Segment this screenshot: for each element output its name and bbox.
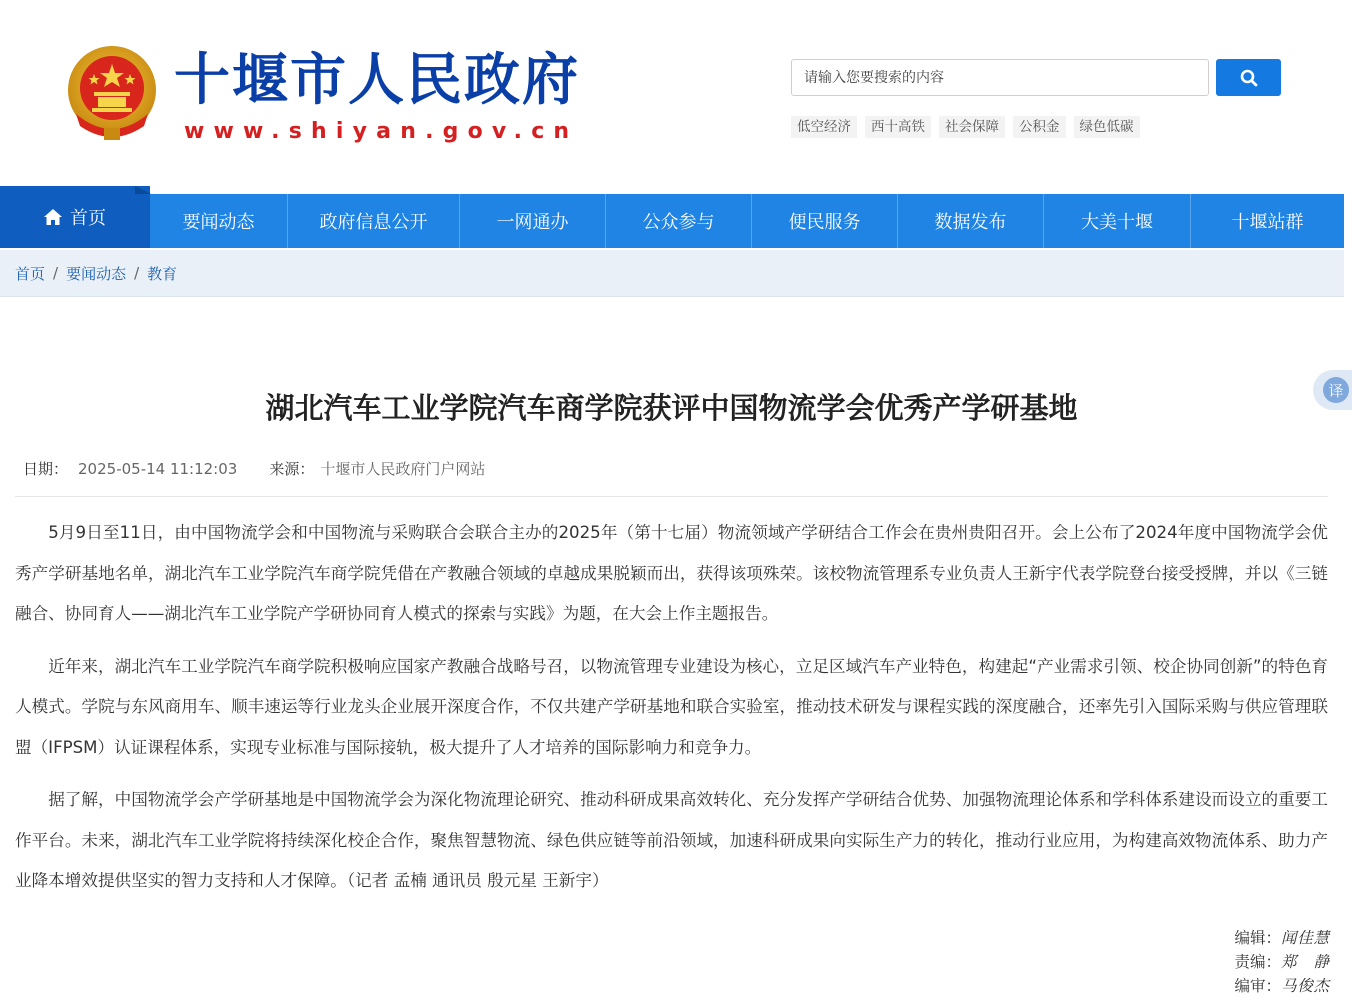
- nav-item-news[interactable]: 要闻动态: [182, 212, 255, 233]
- editor-name: 马俊杰: [1281, 977, 1329, 995]
- hot-word[interactable]: 低空经济: [791, 116, 857, 138]
- divider: [15, 496, 1328, 497]
- breadcrumb-separator: /: [134, 264, 140, 282]
- nav-item-beautiful-shiyan[interactable]: 大美十堰: [1043, 194, 1190, 248]
- article-paragraph: 5月9日至11日，由中国物流学会和中国物流与采购联合会联合主办的2025年（第十七届）物流领域产学研结合工作会在贵州贵阳召开。会上公布了2024年度中国物流学会优秀产学研基地名单，湖北汽车工业学院汽车商学院凭借在产教融合领域的卓越成果脱颖而出，获得该项殊荣。该校物流管理系专业负责人王新宇代表学院登台接受授牌，并以《三链融合、协同育人——湖北汽车工业学院产学研协同育人模式的探索与实践》为题，在大会上作主题报告。: [15, 523, 1328, 623]
- breadcrumb-news[interactable]: 要闻动态: [66, 264, 127, 283]
- nav-item-info-disclosure[interactable]: 政府信息公开: [287, 194, 459, 248]
- nav-item-site-group[interactable]: 十堰站群: [1190, 194, 1344, 248]
- nav-item-data-release[interactable]: 数据发布: [897, 194, 1043, 248]
- breadcrumb-separator: /: [53, 264, 59, 282]
- article-meta: [23, 458, 485, 480]
- nav-bar: [0, 194, 1344, 248]
- search-input[interactable]: [791, 59, 1209, 96]
- editor-name: 闻佳慧: [1281, 929, 1329, 947]
- site-header: [0, 0, 1352, 186]
- article-paragraph: 据了解，中国物流学会产学研基地是中国物流学会为深化物流理论研究、推动科研成果高效转化、充分发挥产学研结合优势、加强物流理论体系和学科体系建设而设立的重要工作平台。未来，湖北汽车工业学院将持续深化校企合作，聚焦智慧物流、绿色供应链等前沿领域，加速科研成果向实际生产力的转化，推动行业应用，为构建高效物流体系、助力产业降本增效提供坚实的智力支持和人才保障。（记者 孟楠 通讯员 殷元星 王新宇）: [15, 790, 1328, 890]
- site-title[interactable]: 十堰市人民政府: [174, 47, 580, 113]
- article-content: [15, 513, 1328, 914]
- nav-item-public-participation[interactable]: 公众参与: [605, 194, 751, 248]
- hot-word[interactable]: 绿色低碳: [1074, 116, 1140, 138]
- editor-label: 责编：: [1234, 953, 1281, 971]
- editor-row: [1129, 950, 1329, 974]
- site-url[interactable]: www.shiyan.gov.cn: [184, 119, 579, 144]
- editor-name: 郑静: [1281, 953, 1329, 971]
- nav-item-convenience[interactable]: 便民服务: [751, 194, 897, 248]
- editor-credits: [1129, 926, 1329, 998]
- editor-label: 编辑：: [1234, 929, 1281, 947]
- article-source: 十堰市人民政府门户网站: [320, 460, 486, 478]
- editor-label: 编审：: [1234, 977, 1281, 995]
- search-icon: [1240, 69, 1258, 87]
- home-icon: [44, 209, 62, 225]
- article-paragraph: 近年来，湖北汽车工业学院汽车商学院积极响应国家产教融合战略号召，以物流管理专业建设为核心，立足区域汽车产业特色，构建起“产业需求引领、校企协同创新”的特色育人模式。学院与东风商用车、顺丰速运等行业龙头企业展开深度合作，不仅共建产学研基地和联合实验室，推动技术研发与课程实践的深度融合，还率先引入国际采购与供应管理联盟（IFPSM）认证课程体系，实现专业标准与国际接轨，极大提升了人才培养的国际影响力和竞争力。: [15, 656, 1328, 757]
- translate-icon: 译: [1323, 377, 1349, 403]
- search-button[interactable]: [1216, 59, 1281, 96]
- hot-word[interactable]: 西十高铁: [865, 116, 931, 138]
- nav-item-home[interactable]: [0, 186, 150, 248]
- national-emblem-icon[interactable]: [66, 44, 158, 144]
- breadcrumb-education[interactable]: 教育: [147, 264, 178, 283]
- hot-word[interactable]: 公积金: [1013, 116, 1066, 138]
- breadcrumb-home[interactable]: 首页: [15, 264, 46, 283]
- source-label: 来源：: [269, 460, 315, 478]
- main-nav: [0, 186, 1344, 248]
- date-label: 日期：: [23, 460, 69, 478]
- breadcrumb: [0, 250, 1344, 297]
- nav-item-online-service[interactable]: 一网通办: [459, 194, 605, 248]
- publish-date: 2025-05-14 11:12:03: [78, 460, 238, 478]
- hot-words: [791, 116, 1140, 138]
- article-title: 湖北汽车工业学院汽车商学院获评中国物流学会优秀产学研基地: [265, 391, 1078, 425]
- editor-row: [1129, 974, 1329, 998]
- nav-home-label: 首页: [70, 208, 106, 229]
- editor-row: [1129, 926, 1329, 950]
- hot-word[interactable]: 社会保障: [939, 116, 1005, 138]
